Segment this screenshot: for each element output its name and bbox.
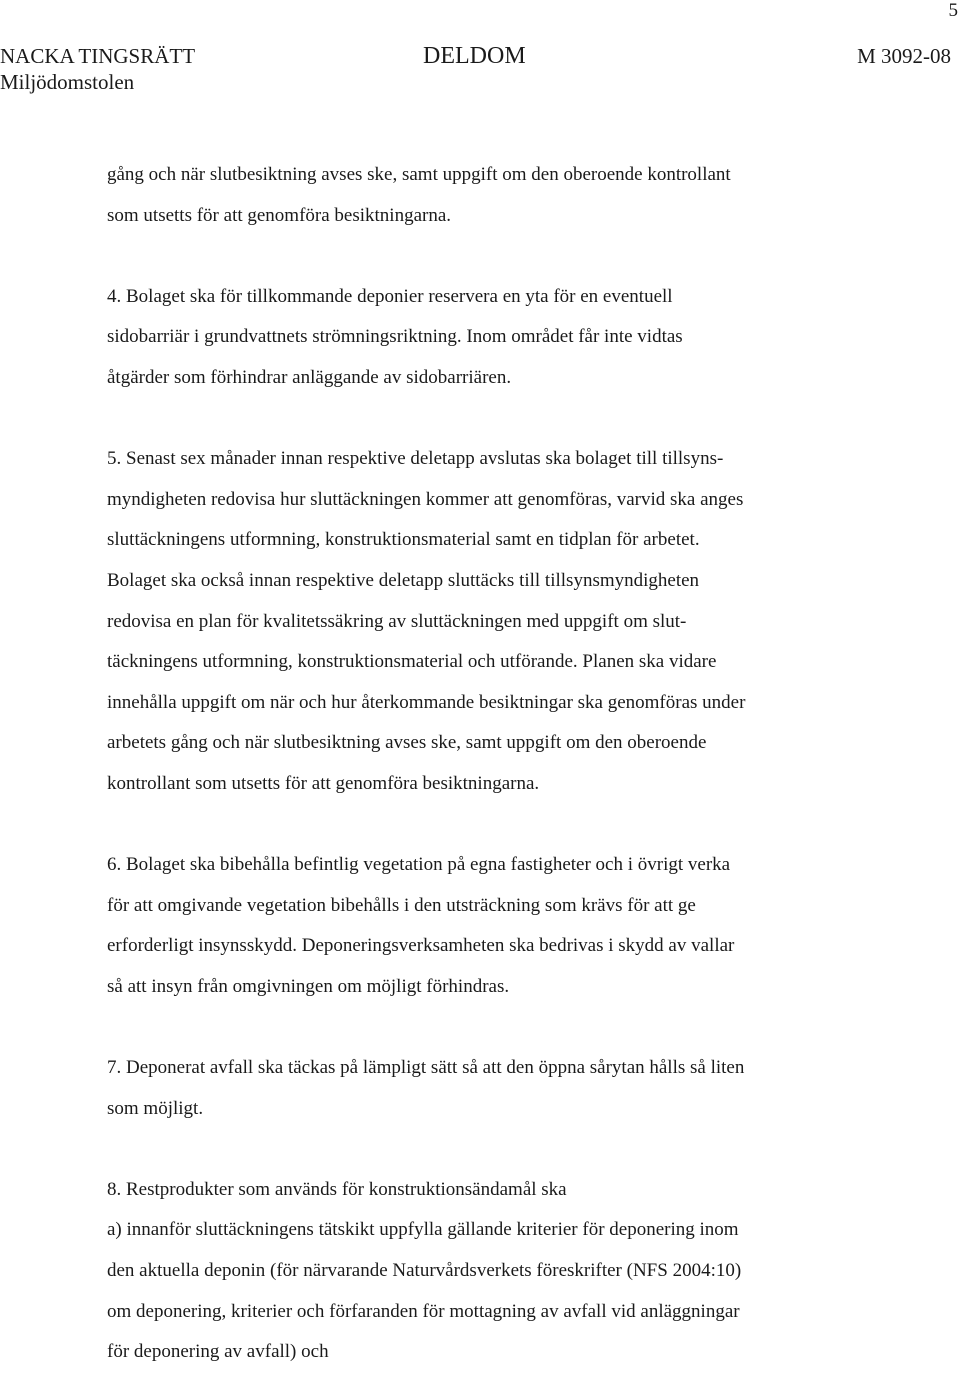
court-name: NACKA TINGSRÄTT	[0, 44, 196, 68]
court-department: Miljödomstolen	[0, 70, 135, 94]
paragraph-5: 5. Senast sex månader innan respektive deletapp avslutas ska bolaget till tillsyns- myndigheten redovisa hur sluttäckningen kommer att genomföras, varvid ska anges sluttäckningens utformning, konstruktionsmaterial samt en tidplan för arbetet. Bolaget ska också innan respektive deletapp sluttäcks till tillsynsmyndigheten redovisa en plan för kvalitetssäkring av sluttäckningen med uppgift om slut- täckningens utformning, konstruktionsmaterial och utförande. Planen ska vidare innehålla uppgift om när och hur återkommande besiktningar ska genomföras under arbetets gång och när slutbesiktning avses ske, samt uppgift om den oberoende kontrollant som utsetts för att genomföra besiktningarna.	[107, 448, 746, 794]
document-type: DELDOM	[423, 43, 526, 69]
paragraph-continuation: gång och när slutbesiktning avses ske, samt uppgift om den oberoende kontrollant som utsetts för att genomföra besiktningarna.	[107, 164, 731, 226]
paragraph-6: 6. Bolaget ska bibehålla befintlig vegetation på egna fastigheter och i övrigt verka för att omgivande vegetation bibehålls i den utsträckning som krävs för att ge erforderligt insynsskydd. Deponeringsverksamheten ska bedrivas i skydd av vallar så att insyn från omgivningen om möjligt förhindras.	[107, 854, 735, 997]
page-number: 5	[948, 0, 958, 21]
paragraph-7: 7. Deponerat avfall ska täckas på lämpligt sätt så att den öppna sårytan hålls så liten som möjligt.	[107, 1057, 745, 1119]
paragraph-4: 4. Bolaget ska för tillkommande deponier reservera en yta för en eventuell sidobarriär i grundvattnets strömningsriktning. Inom området får inte vidtas åtgärder som förhindrar anläggande av sidobarriären.	[107, 285, 683, 388]
case-number: M 3092-08	[857, 44, 951, 68]
document-body	[107, 155, 927, 1373]
paragraph-8: 8. Restprodukter som används för konstruktionsändamål ska a) innanför sluttäckningens tätskikt uppfylla gällande kriterier för deponering inom den aktuella deponin (för närvarande Naturvårdsverkets föreskrifter (NFS 2004:10) om deponering, kriterier och förfaranden för mottagning av avfall vid anläggningar för deponering av avfall) och	[107, 1178, 742, 1363]
